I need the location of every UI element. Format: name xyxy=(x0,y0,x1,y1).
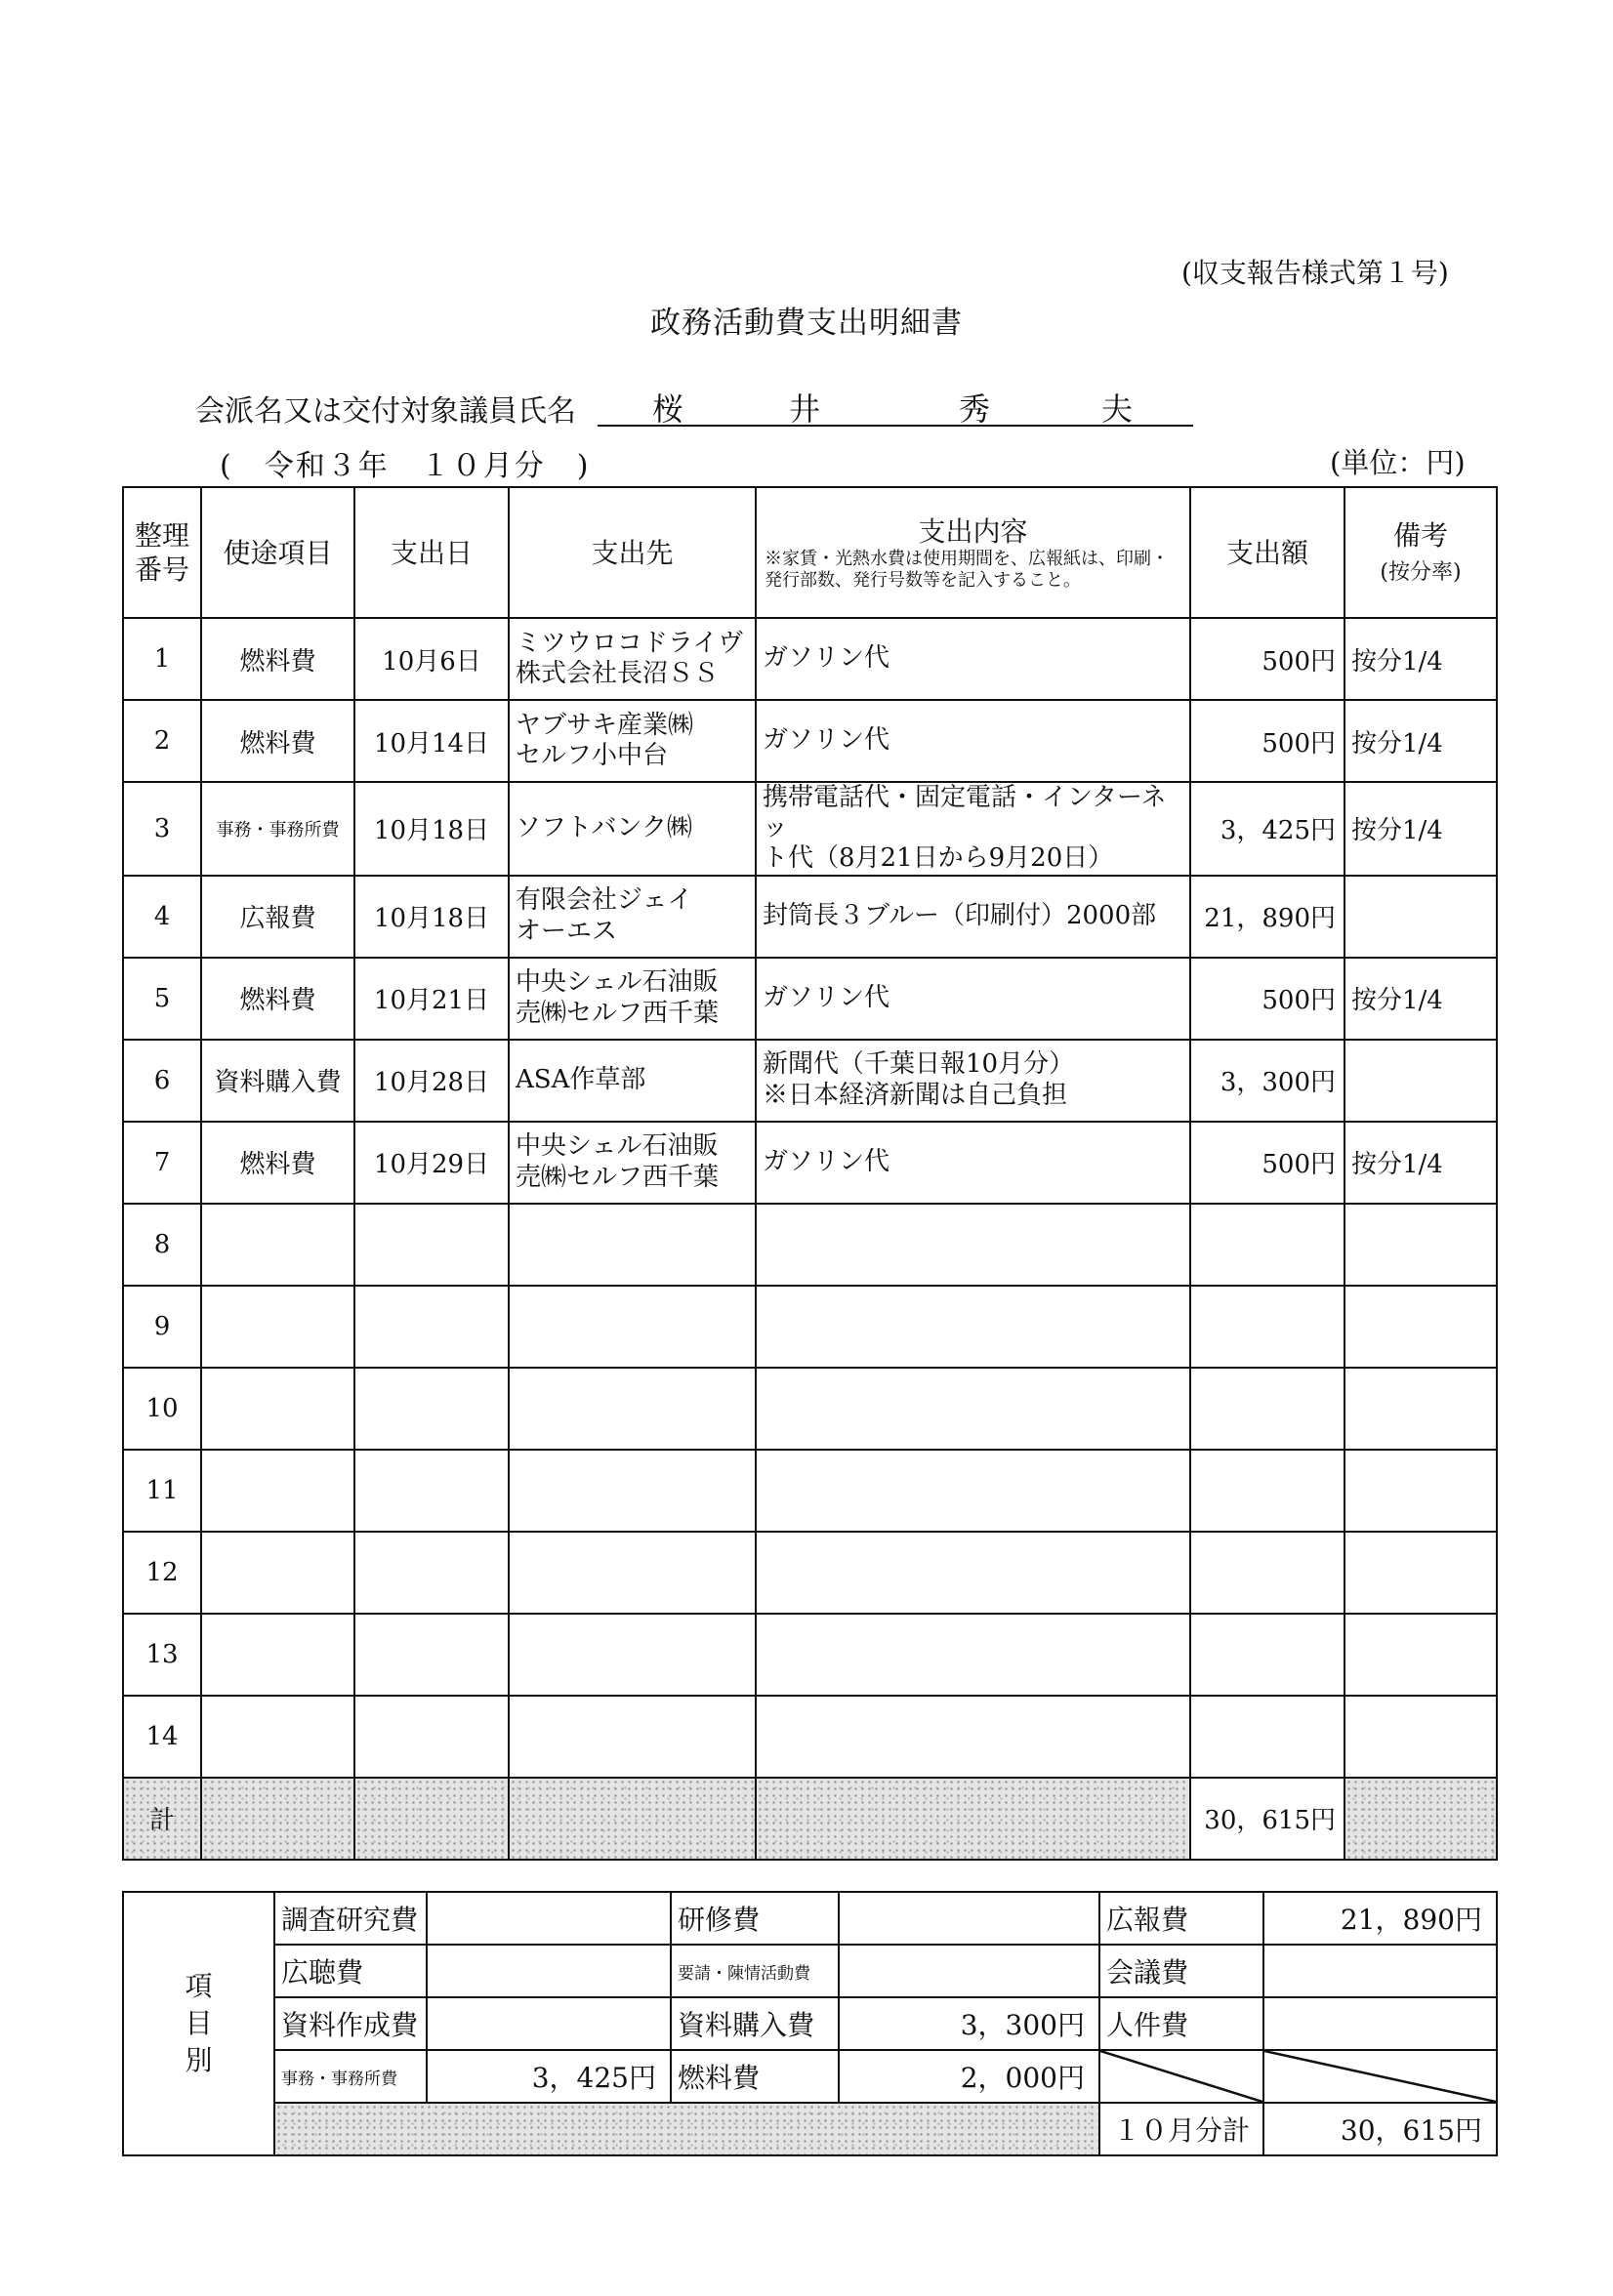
row-category: 資料購入費 xyxy=(201,1040,354,1122)
expense-table xyxy=(122,486,1498,1861)
row-category: 広報費 xyxy=(201,876,354,958)
row-number: 3 xyxy=(123,782,201,876)
header-content-title: 支出内容 xyxy=(918,514,1028,548)
row-date xyxy=(354,1532,509,1614)
row-content xyxy=(756,1614,1190,1696)
row-amount: 500円 xyxy=(1190,700,1344,782)
summary-label-meeting: 会議費 xyxy=(1099,1945,1263,1997)
header-amount: 支出額 xyxy=(1190,487,1344,618)
row-content xyxy=(756,1204,1190,1286)
row-date xyxy=(354,1450,509,1532)
table-header-row xyxy=(123,487,1497,618)
row-payee xyxy=(509,1286,756,1368)
row-amount xyxy=(1190,1204,1344,1286)
summary-label-fuel: 燃料費 xyxy=(671,2050,839,2103)
row-content: ガソリン代 xyxy=(756,700,1190,782)
summary-amount-meeting xyxy=(1263,1945,1497,1997)
summary-label-pr: 広報費 xyxy=(1099,1892,1263,1945)
row-category: 燃料費 xyxy=(201,700,354,782)
row-remarks xyxy=(1344,1614,1497,1696)
table-row xyxy=(123,1204,1497,1286)
member-name-char: 桜 xyxy=(652,390,684,428)
header-category: 使途項目 xyxy=(201,487,354,618)
row-payee: ミツウロコドライヴ 株式会社長沼ＳＳ xyxy=(509,618,756,700)
row-number: 13 xyxy=(123,1614,201,1696)
document-title: 政務活動費支出明細書 xyxy=(650,306,963,341)
member-name-label: 会派名又は交付対象議員氏名 xyxy=(195,394,576,429)
table-row xyxy=(123,700,1497,782)
row-payee xyxy=(509,1696,756,1778)
table-row xyxy=(123,1696,1497,1778)
row-payee xyxy=(509,1368,756,1450)
header-remarks: 備考 (按分率) xyxy=(1344,487,1497,618)
total-amount: 30，615円 xyxy=(1190,1778,1344,1860)
summary-label-personnel: 人件費 xyxy=(1099,1997,1263,2050)
row-amount xyxy=(1190,1368,1344,1450)
row-date: 10月18日 xyxy=(354,782,509,876)
row-category xyxy=(201,1450,354,1532)
summary-label-materials: 資料作成費 xyxy=(274,1997,427,2050)
header-content xyxy=(756,487,1190,618)
row-payee xyxy=(509,1450,756,1532)
row-date xyxy=(354,1286,509,1368)
row-content xyxy=(756,1450,1190,1532)
row-payee xyxy=(509,1532,756,1614)
row-date: 10月28日 xyxy=(354,1040,509,1122)
summary-amount-month-total: 30，615円 xyxy=(1263,2103,1497,2155)
summary-amount-petition xyxy=(839,1945,1099,1997)
row-content: ガソリン代 xyxy=(756,618,1190,700)
row-date: 10月21日 xyxy=(354,958,509,1040)
row-category xyxy=(201,1286,354,1368)
table-row xyxy=(123,1286,1497,1368)
table-row xyxy=(123,1450,1497,1532)
unit-label: (単位：円) xyxy=(1330,446,1466,479)
table-row xyxy=(123,958,1497,1040)
row-date xyxy=(354,1614,509,1696)
row-date: 10月29日 xyxy=(354,1122,509,1204)
summary-amount-fuel: 2，000円 xyxy=(839,2050,1099,2103)
row-amount: 3，300円 xyxy=(1190,1040,1344,1122)
row-number: 5 xyxy=(123,958,201,1040)
total-shaded-cell xyxy=(1344,1778,1497,1860)
row-number: 7 xyxy=(123,1122,201,1204)
row-number: 11 xyxy=(123,1450,201,1532)
member-name-char: 井 xyxy=(789,390,821,428)
row-payee: 有限会社ジェイ オーエス xyxy=(509,876,756,958)
summary-label-research: 調査研究費 xyxy=(274,1892,427,1945)
summary-crossed-cell xyxy=(1263,2050,1497,2103)
summary-amount-purchase: 3，300円 xyxy=(839,1997,1099,2050)
summary-amount-research xyxy=(427,1892,671,1945)
row-content xyxy=(756,1696,1190,1778)
row-remarks xyxy=(1344,1368,1497,1450)
row-date: 10月18日 xyxy=(354,876,509,958)
summary-crossed-cell xyxy=(1099,2050,1263,2103)
summary-amount-personnel xyxy=(1263,1997,1497,2050)
total-row xyxy=(123,1778,1497,1860)
total-shaded-cell xyxy=(509,1778,756,1860)
row-remarks xyxy=(1344,1696,1497,1778)
row-remarks: 按分1/4 xyxy=(1344,618,1497,700)
row-number: 1 xyxy=(123,618,201,700)
row-content xyxy=(756,1532,1190,1614)
category-summary-table xyxy=(122,1891,1498,2156)
row-remarks: 按分1/4 xyxy=(1344,1122,1497,1204)
row-category: 燃料費 xyxy=(201,958,354,1040)
period: ( 令和３年 １０月分 ) xyxy=(220,449,591,483)
row-payee xyxy=(509,1614,756,1696)
total-shaded-cell xyxy=(756,1778,1190,1860)
summary-label-purchase: 資料購入費 xyxy=(671,1997,839,2050)
row-amount xyxy=(1190,1450,1344,1532)
row-category xyxy=(201,1532,354,1614)
row-payee: ヤブサキ産業㈱ セルフ小中台 xyxy=(509,700,756,782)
summary-label-petition: 要請・陳情活動費 xyxy=(671,1945,839,1997)
row-date xyxy=(354,1696,509,1778)
row-date: 10月6日 xyxy=(354,618,509,700)
summary-amount-hearing xyxy=(427,1945,671,1997)
member-name-char: 秀 xyxy=(959,390,991,428)
row-number: 8 xyxy=(123,1204,201,1286)
row-date: 10月14日 xyxy=(354,700,509,782)
row-remarks xyxy=(1344,1040,1497,1122)
row-amount: 500円 xyxy=(1190,958,1344,1040)
row-category xyxy=(201,1368,354,1450)
row-content: ガソリン代 xyxy=(756,958,1190,1040)
row-remarks: 按分1/4 xyxy=(1344,958,1497,1040)
table-row xyxy=(123,1614,1497,1696)
row-payee: ASA作草部 xyxy=(509,1040,756,1122)
row-number: 14 xyxy=(123,1696,201,1778)
header-number: 整理 番号 xyxy=(123,487,201,618)
row-number: 10 xyxy=(123,1368,201,1450)
total-label: 計 xyxy=(123,1778,201,1860)
summary-label-office: 事務・事務所費 xyxy=(274,2050,427,2103)
row-amount xyxy=(1190,1696,1344,1778)
summary-amount-office: 3，425円 xyxy=(427,2050,671,2103)
row-remarks xyxy=(1344,1204,1497,1286)
summary-label-training: 研修費 xyxy=(671,1892,839,1945)
row-date xyxy=(354,1204,509,1286)
form-number: (収支報告様式第１号) xyxy=(1181,257,1449,289)
row-number: 12 xyxy=(123,1532,201,1614)
row-category: 燃料費 xyxy=(201,618,354,700)
summary-shaded-cell xyxy=(274,2103,1099,2155)
row-content xyxy=(756,1368,1190,1450)
total-shaded-cell xyxy=(354,1778,509,1860)
row-content xyxy=(756,1286,1190,1368)
table-row xyxy=(123,782,1497,876)
row-content: 封筒長３ブルー（印刷付）2000部 xyxy=(756,876,1190,958)
by-category-label: 項 目 別 xyxy=(123,1892,274,2155)
row-category xyxy=(201,1696,354,1778)
row-number: 2 xyxy=(123,700,201,782)
row-content: 携帯電話代・固定電話・インターネッ ト代（8月21日から9月20日） xyxy=(756,782,1190,876)
row-content: 新聞代（千葉日報10月分） ※日本経済新聞は自己負担 xyxy=(756,1040,1190,1122)
row-category xyxy=(201,1204,354,1286)
header-date: 支出日 xyxy=(354,487,509,618)
table-row xyxy=(123,1368,1497,1450)
row-remarks: 按分1/4 xyxy=(1344,700,1497,782)
row-amount xyxy=(1190,1532,1344,1614)
table-row xyxy=(123,1040,1497,1122)
row-remarks xyxy=(1344,1450,1497,1532)
row-content: ガソリン代 xyxy=(756,1122,1190,1204)
row-amount: 21，890円 xyxy=(1190,876,1344,958)
row-amount: 500円 xyxy=(1190,618,1344,700)
row-category: 事務・事務所費 xyxy=(201,782,354,876)
row-payee: ソフトバンク㈱ xyxy=(509,782,756,876)
row-number: 6 xyxy=(123,1040,201,1122)
row-remarks xyxy=(1344,1532,1497,1614)
row-number: 4 xyxy=(123,876,201,958)
row-amount: 3，425円 xyxy=(1190,782,1344,876)
row-remarks: 按分1/4 xyxy=(1344,782,1497,876)
table-row xyxy=(123,876,1497,958)
row-date xyxy=(354,1368,509,1450)
row-payee: 中央シェル石油販 売㈱セルフ西千葉 xyxy=(509,958,756,1040)
member-name-char: 夫 xyxy=(1101,390,1134,428)
row-payee xyxy=(509,1204,756,1286)
summary-amount-pr: 21，890円 xyxy=(1263,1892,1497,1945)
row-remarks xyxy=(1344,1286,1497,1368)
summary-label-month-total: １０月分計 xyxy=(1099,2103,1263,2155)
summary-amount-materials xyxy=(427,1997,671,2050)
row-amount: 500円 xyxy=(1190,1122,1344,1204)
row-amount xyxy=(1190,1614,1344,1696)
total-shaded-cell xyxy=(201,1778,354,1860)
row-number: 9 xyxy=(123,1286,201,1368)
summary-label-hearing: 広聴費 xyxy=(274,1945,427,1997)
row-amount xyxy=(1190,1286,1344,1368)
row-remarks xyxy=(1344,876,1497,958)
table-row xyxy=(123,1532,1497,1614)
header-content-note: ※家賃・光熱水費は使用期間を、広報紙は、印刷・発行部数、発行号数等を記入すること。 xyxy=(765,548,1169,591)
header-payee: 支出先 xyxy=(509,487,756,618)
summary-amount-training xyxy=(839,1892,1099,1945)
row-category: 燃料費 xyxy=(201,1122,354,1204)
table-row xyxy=(123,1122,1497,1204)
table-row xyxy=(123,618,1497,700)
row-category xyxy=(201,1614,354,1696)
row-payee: 中央シェル石油販 売㈱セルフ西千葉 xyxy=(509,1122,756,1204)
